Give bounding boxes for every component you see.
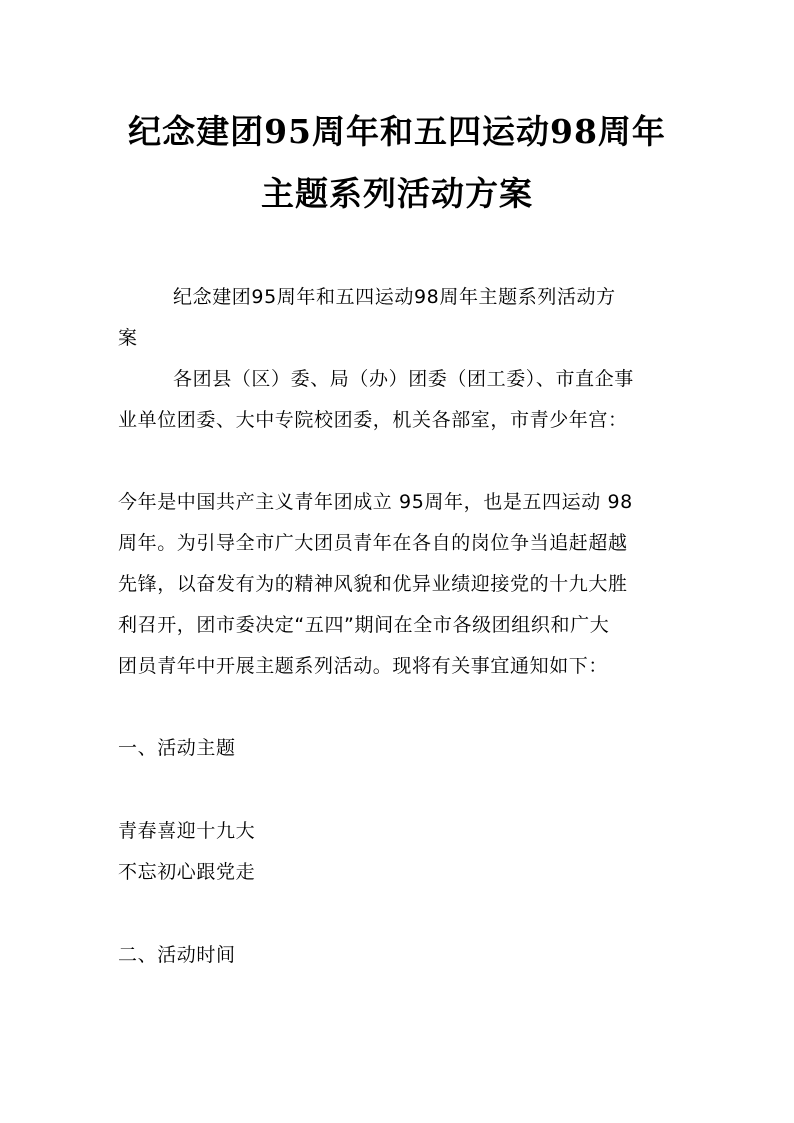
theme-line-1: 青春喜迎十九大 — [118, 820, 256, 842]
subtitle-line-2: 案 — [118, 327, 138, 349]
document-title-line-2: 主题系列活动方案 — [261, 174, 533, 213]
section-2-heading: 二、活动时间 — [118, 944, 236, 966]
intro-line-4: 利召开，团市委决定“五四”期间在全市各级团组织和广大 — [118, 614, 610, 636]
address-line-1: 各团县（区）委、局（办）团委（团工委）、市直企事 — [173, 368, 634, 390]
document-title-line-1: 纪念建团95周年和五四运动98周年 — [128, 112, 666, 151]
address-line-2: 业单位团委、大中专院校团委，机关各部室，市青少年宫： — [118, 409, 628, 431]
intro-line-3: 先锋，以奋发有为的精神风貌和优异业绩迎接党的十九大胜 — [118, 573, 628, 595]
theme-line-2: 不忘初心跟党走 — [118, 861, 256, 883]
intro-line-2: 周年。为引导全市广大团员青年在各自的岗位争当追赶超越 — [118, 532, 628, 554]
section-1-heading: 一、活动主题 — [118, 737, 236, 759]
intro-line-1: 今年是中国共产主义青年团成立 95周年，也是五四运动 98 — [118, 491, 633, 513]
intro-line-5: 团员青年中开展主题系列活动。现将有关事宜通知如下： — [118, 655, 609, 677]
subtitle-line-1: 纪念建团95周年和五四运动98周年主题系列活动方 — [173, 286, 616, 308]
